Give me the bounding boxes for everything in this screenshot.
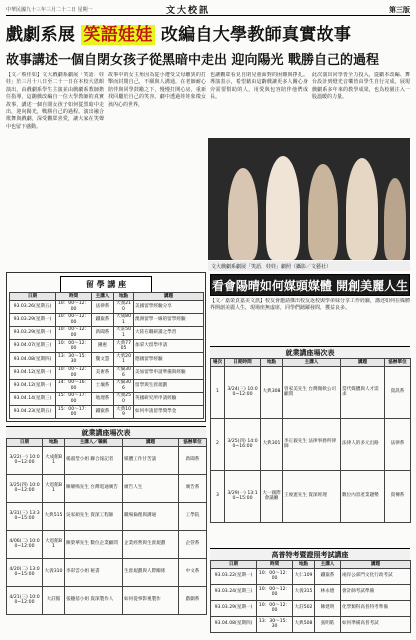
paper-name: 文大校訊 bbox=[166, 6, 211, 16]
table-row bbox=[211, 366, 411, 418]
table-cell: 大一國際會議廳 bbox=[261, 470, 283, 522]
table-cell: 廣告系 bbox=[179, 474, 207, 502]
table-cell: 3/31(三) 13:30~15:00 bbox=[7, 502, 43, 530]
column-header: 主講人 bbox=[283, 359, 341, 367]
table-header-row bbox=[7, 439, 207, 447]
article-text-2: 故事中的女主角因為從小遭受父母離異的打擊而封閉自己，不願與人溝通，在老師耐心陪伴與同學鼓勵之下，慢慢打開心房，重新找回屬於自己的笑容。劇中透過娃娃象徵女孩內心的世界， bbox=[108, 72, 206, 108]
table-cell: 大成801 bbox=[114, 313, 134, 326]
table-cell: 10：00～12：00 bbox=[56, 340, 92, 353]
article-text-4: 此次演出同學皆全力投入，從劇本改編、舞台設計到燈光音樂皆由學生自行完成，展現戲劇系多年來的教學成果，也為校園注入一股溫暖的力量。 bbox=[312, 72, 410, 101]
column-header: 講題 bbox=[341, 359, 385, 367]
table-cell: 鐵嶽系 bbox=[92, 406, 114, 419]
table-cell: 李彩雲小姐 秘書 bbox=[65, 558, 123, 586]
table-row bbox=[211, 584, 411, 600]
table-cell: 大倫306 bbox=[114, 379, 134, 392]
column-header: 主講人 bbox=[92, 293, 114, 301]
headline-post: 改編自大學教師真實故事 bbox=[160, 25, 352, 45]
masthead bbox=[6, 3, 410, 15]
table-cell: 楊淑瑩小姐 聯合報記者 bbox=[65, 446, 123, 474]
table-cell: 大義315 bbox=[293, 584, 315, 600]
table-cell: 大陸在職研讀之學習 bbox=[134, 326, 204, 339]
table-cell: 土壤系 bbox=[92, 379, 114, 392]
column-header: 日期 bbox=[211, 561, 257, 569]
table-cell: 大莊501 bbox=[114, 326, 134, 339]
table-cell: 澳洲留學一線的留學經驗 bbox=[134, 313, 204, 326]
column-header: 日期 bbox=[10, 293, 56, 301]
table-cell: 10：00～12：00 bbox=[257, 600, 293, 616]
table-cell: 兩岸公部門文化行政考試 bbox=[341, 568, 411, 584]
headline-highlight: 笑語娃娃 bbox=[83, 25, 153, 45]
photo-figure bbox=[346, 158, 378, 260]
study-abroad-title: 留 學 講 座 bbox=[60, 276, 152, 293]
table-cell: 14：00～16：00 bbox=[56, 379, 92, 392]
table-cell: 企業經營與生涯規劃 bbox=[123, 530, 179, 558]
table-cell: 當代媒體與人才需求 bbox=[341, 366, 385, 418]
table-row bbox=[10, 300, 204, 313]
table-cell: 大典7705 bbox=[114, 340, 134, 353]
career-right-table bbox=[210, 358, 411, 523]
table-cell: 加拿大留學申請 bbox=[134, 340, 204, 353]
column-header: 日期 bbox=[7, 439, 43, 447]
column-header: 講題 bbox=[341, 561, 411, 569]
table-cell: 10：00～12：00 bbox=[56, 326, 92, 339]
table-cell: 大典515 bbox=[43, 502, 65, 530]
table-row bbox=[10, 340, 204, 353]
table-cell: 英國研究所申請經驗 bbox=[134, 392, 204, 405]
table-row bbox=[7, 446, 207, 474]
table-cell: 93.03.29(星期一) bbox=[10, 313, 56, 326]
table-row bbox=[7, 558, 207, 586]
table-cell: 大成館B1 bbox=[43, 446, 65, 474]
table-cell: 林永德 bbox=[315, 584, 341, 600]
table-row bbox=[10, 406, 204, 419]
table-cell: 10：00～12：00 bbox=[56, 313, 92, 326]
photo-caption: 文大戲劇系劇展「笑語．娃娃」劇照（攝影／文藝社） bbox=[208, 261, 410, 271]
table-cell: 3/24(三) 10:00~12:00 bbox=[225, 366, 261, 418]
photo-figure bbox=[308, 164, 338, 260]
table-cell: 15：00～17：00 bbox=[56, 392, 92, 405]
table-row bbox=[10, 313, 204, 326]
table-cell: 大倫306 bbox=[114, 366, 134, 379]
table-cell: 15：00～17：00 bbox=[56, 406, 92, 419]
table-row bbox=[7, 530, 207, 558]
table-row bbox=[7, 586, 207, 614]
column-header: 地點 bbox=[114, 293, 134, 301]
table-cell: 生涯規劃與人際關係 bbox=[123, 558, 179, 586]
table-cell: 李正毅先生 法律事務所律師 bbox=[283, 418, 341, 470]
table-cell: 王俊憲先生 資深經理 bbox=[283, 470, 341, 522]
table-cell: 93.04.14(星期三) bbox=[10, 392, 56, 405]
photo-figure bbox=[228, 168, 258, 260]
table-cell: 大仁109 bbox=[293, 568, 315, 584]
table-cell: 魏文慧 bbox=[92, 353, 114, 366]
table-cell: 93.03.29(星期一) bbox=[10, 326, 56, 339]
table-cell: 陳燿鳴先生 台灣電通廣告 bbox=[65, 474, 123, 502]
table-cell: 大典301 bbox=[261, 418, 283, 470]
table-cell: 美術系 bbox=[92, 366, 114, 379]
table-row bbox=[211, 600, 411, 616]
alumni-banner-text: 【文／嘉榮貞嘉美文訊】校友會邀請傑出校友返校與學弟妹分享工作經驗，講述如何在媒體界開創美麗人生，現場座無虛席，同學們踴躍發問，獲益良多。 bbox=[210, 298, 410, 311]
article-text-3: 也讓觀眾看見自閉兒童面對的困難與掙扎。導演表示，希望藉由這齣戲讓更多人關心身旁需要幫助的人，用愛與包容陪伴他們成長。 bbox=[210, 72, 308, 101]
table-cell: 4/21(三) 10:00~12:00 bbox=[7, 586, 43, 614]
table-row bbox=[211, 616, 411, 632]
table-cell: 2 bbox=[211, 418, 225, 470]
article-column-2 bbox=[108, 72, 206, 268]
page-number: 第三版 bbox=[389, 6, 410, 14]
table-cell: 德國留學經驗 bbox=[134, 353, 204, 366]
table-cell: 如何準備高普考試 bbox=[341, 616, 411, 632]
table-cell: 大恩館B1 bbox=[43, 474, 65, 502]
table-cell: 大勇201 bbox=[114, 353, 134, 366]
photo-figure bbox=[266, 156, 300, 260]
table-cell: 曾家美先生 台灣微軟公司顧問 bbox=[283, 366, 341, 418]
exam-table bbox=[210, 560, 411, 633]
table-cell: 大莊502 bbox=[293, 600, 315, 616]
table-cell: 陳建明 bbox=[315, 600, 341, 616]
table-header-row bbox=[10, 293, 204, 301]
table-cell: 張明皓 bbox=[315, 616, 341, 632]
table-cell: 吳家碩先生 資深工程師 bbox=[65, 502, 123, 530]
table-cell: 法律系 bbox=[92, 300, 114, 313]
table-cell: 張穗蓓小姐 資深製作人 bbox=[65, 586, 123, 614]
table-cell: 3/25(四) 14:00~16:00 bbox=[225, 418, 261, 470]
table-cell: 4/06(二) 10:00~12:00 bbox=[7, 530, 43, 558]
masthead-rule bbox=[6, 15, 410, 16]
photo-figure bbox=[384, 178, 406, 260]
table-cell: 職場倫理與溝通 bbox=[123, 502, 179, 530]
table-cell: 93.04.07(星期三) bbox=[10, 340, 56, 353]
table-cell: 新聞系 bbox=[179, 446, 207, 474]
issue-date: 中華民國九十三年三月二十二日 星期一 bbox=[6, 7, 93, 13]
table-cell: 93.03.24(星期三) bbox=[211, 584, 257, 600]
table-cell: 93.03.22(星期一) bbox=[211, 568, 257, 584]
table-cell: 企管系 bbox=[179, 530, 207, 558]
exam-title: 高普特考暨證照考試講座 bbox=[210, 548, 410, 562]
table-cell: 化學類科高普特考準備 bbox=[341, 600, 411, 616]
table-header-row bbox=[211, 561, 411, 569]
headline-pre: 戲劇系展 bbox=[6, 25, 76, 45]
table-cell: 戲劇系 bbox=[179, 586, 207, 614]
column-header: 講題 bbox=[134, 293, 204, 301]
table-cell: 大義250 bbox=[114, 392, 134, 405]
table-cell: 新聞系 bbox=[92, 326, 114, 339]
table-row bbox=[10, 392, 204, 405]
stage-photo bbox=[208, 138, 410, 260]
table-cell: 陳榮華先生 數位企業顧問 bbox=[65, 530, 123, 558]
article-column-4 bbox=[312, 72, 410, 136]
table-cell: 地理系 bbox=[92, 392, 114, 405]
table-row bbox=[211, 418, 411, 470]
table-row bbox=[10, 379, 204, 392]
study-abroad-table bbox=[9, 292, 204, 419]
table-cell: 10：00～12：00 bbox=[56, 366, 92, 379]
table-row bbox=[10, 326, 204, 339]
table-cell: 10：00～12：00 bbox=[56, 300, 92, 313]
column-header: 協辦單位 bbox=[179, 439, 207, 447]
table-cell: 10：00～12：00 bbox=[257, 568, 293, 584]
table-cell: 如何申請留學獎學金 bbox=[134, 406, 204, 419]
table-cell: 大典508 bbox=[293, 616, 315, 632]
column-header: 主講人／職稱 bbox=[65, 439, 123, 447]
career-left-table bbox=[6, 438, 207, 615]
table-cell: 93.04.23(星期五) bbox=[10, 406, 56, 419]
table-cell: 大義210 bbox=[114, 300, 134, 313]
column-header: 地點 bbox=[43, 439, 65, 447]
table-cell: 大義310 bbox=[43, 558, 65, 586]
table-cell: 美國留學經驗分享 bbox=[134, 300, 204, 313]
table-cell: 93.03.26(星期五) bbox=[10, 300, 56, 313]
table-cell: 3/22(一) 10:00~12:00 bbox=[7, 446, 43, 474]
article-column-1 bbox=[6, 72, 104, 268]
subheadline: 故事講述一個自閉女孩子從黑暗中走出 迎向陽光 戰勝自己的過程 bbox=[6, 53, 380, 68]
table-cell: 工學院 bbox=[179, 502, 207, 530]
column-header: 地點 bbox=[293, 561, 315, 569]
column-header: 地點 bbox=[261, 359, 283, 367]
table-row bbox=[10, 353, 204, 366]
table-cell: 93.04.08(星期四) bbox=[211, 616, 257, 632]
table-cell: 鐵嶽系 bbox=[315, 568, 341, 584]
column-header: 協辦單位 bbox=[385, 359, 411, 367]
table-cell: 93.04.08(星期四) bbox=[10, 353, 56, 366]
column-header: 時間 bbox=[56, 293, 92, 301]
table-cell: 中文系 bbox=[179, 558, 207, 586]
table-cell: 法律人的多元出路 bbox=[341, 418, 385, 470]
table-cell: 10：00～12：00 bbox=[257, 584, 293, 600]
column-header: 日期時間 bbox=[225, 359, 261, 367]
table-cell: 美加留學申請準備與經驗 bbox=[134, 366, 204, 379]
table-cell: 13：30～15：30 bbox=[257, 616, 293, 632]
table-cell: 大恩館B1 bbox=[43, 530, 65, 558]
table-row bbox=[211, 470, 411, 522]
alumni-banner: 看會陽晴如何媒頭媒體 開創美麗人生 bbox=[210, 274, 410, 296]
table-header-row bbox=[211, 359, 411, 367]
table-cell: 3/29(一) 13:10~15:00 bbox=[225, 470, 261, 522]
table-cell: 4/20(二) 13:00~15:00 bbox=[7, 558, 43, 586]
table-cell: 大莊館 bbox=[43, 586, 65, 614]
table-cell: 鐵嶽系 bbox=[92, 313, 114, 326]
table-cell: 法律系 bbox=[385, 418, 411, 470]
table-cell: 媒體工作甘苦談 bbox=[123, 446, 179, 474]
table-cell: 會計師考試準備 bbox=[341, 584, 411, 600]
table-cell: 3 bbox=[211, 470, 225, 522]
career-left-title: 就業講座場次表 bbox=[6, 426, 206, 440]
table-cell: 廣告人生 bbox=[123, 474, 179, 502]
article-column-3 bbox=[210, 72, 308, 136]
table-cell: 資訊系 bbox=[385, 366, 411, 418]
table-cell: 1 bbox=[211, 366, 225, 418]
table-cell: 鍾惠 bbox=[92, 340, 114, 353]
table-cell: 93.04.12(星期一) bbox=[10, 366, 56, 379]
table-cell: 93.04.12(星期一) bbox=[10, 379, 56, 392]
column-header: 主講人 bbox=[315, 561, 341, 569]
column-header: 講題 bbox=[123, 439, 179, 447]
column-header: 時間 bbox=[257, 561, 293, 569]
table-cell: 3/25(四) 10:00~12:00 bbox=[7, 474, 43, 502]
table-cell: 數位內容產業趨勢 bbox=[341, 470, 385, 522]
article-text-1: 【文／蔡佳如】文大戲劇系劇展「笑語．娃娃」於三月十八日至二十一日在本校大恩館演出，由戲劇系學生主演並由戲劇系教師擔任指導，這齣戲改編自一位大學教師的真實故事，講述一個自閉女孩子如何從黑暗中走出，迎向陽光，戰勝自己的過程。演出融合歌舞與戲劇，深受觀眾喜愛，讓大家在笑聲中也留下感動。 bbox=[6, 72, 104, 130]
table-row bbox=[211, 568, 411, 584]
table-cell: 大典308 bbox=[261, 366, 283, 418]
career-right-title: 就業講座場次表 bbox=[210, 346, 410, 360]
headline bbox=[6, 20, 410, 48]
table-cell: 93.03.29(星期一) bbox=[211, 600, 257, 616]
table-cell: 大典109 bbox=[114, 406, 134, 419]
table-row bbox=[7, 502, 207, 530]
table-cell: 13：30～15：30 bbox=[56, 353, 92, 366]
table-cell: 如何從事影視製作 bbox=[123, 586, 179, 614]
table-cell: 資傳系 bbox=[385, 470, 411, 522]
table-row bbox=[7, 474, 207, 502]
table-row bbox=[10, 366, 204, 379]
column-header: 場次 bbox=[211, 359, 225, 367]
table-cell: 留學與生涯規劃 bbox=[134, 379, 204, 392]
